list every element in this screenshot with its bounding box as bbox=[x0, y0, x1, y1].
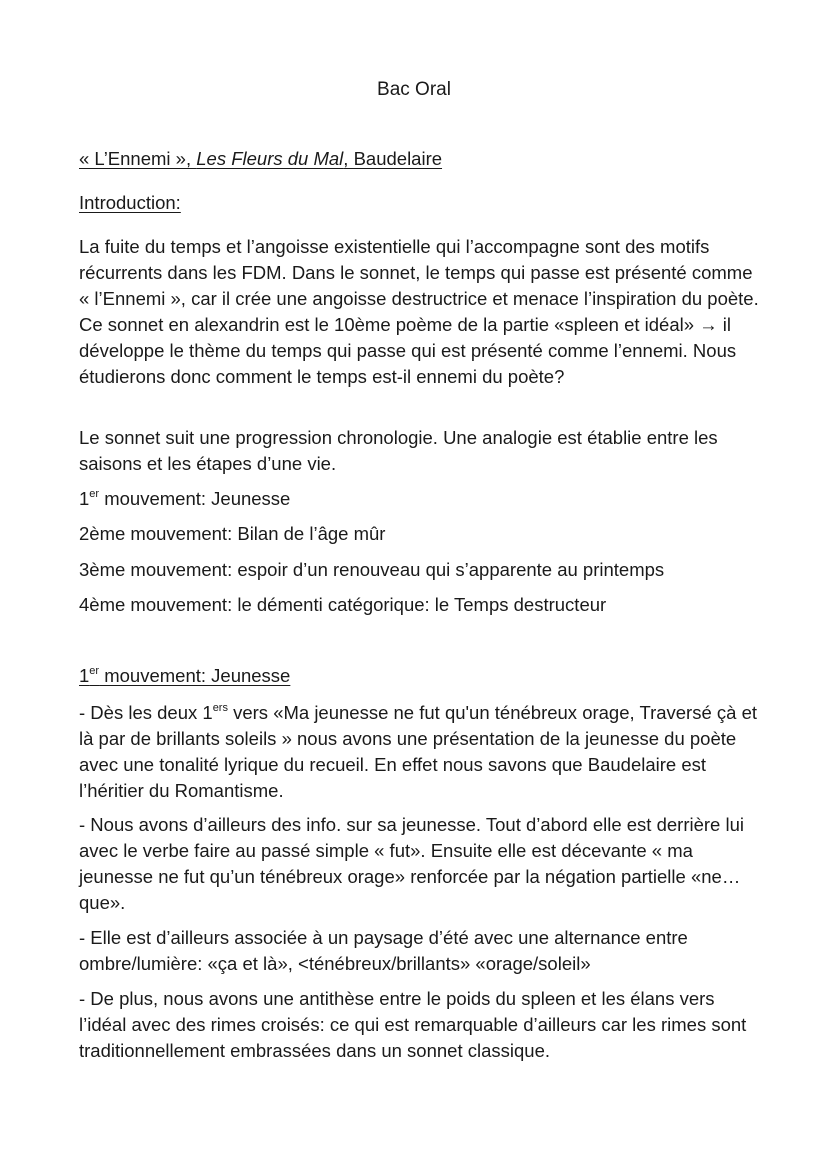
paragraph-1-start: - Dès les deux 1 bbox=[79, 702, 213, 723]
section-1-paragraph-2: - Nous avons d’ailleurs des info. sur sa jeunesse. Tout d’abord elle est derrière lui avec le verbe faire au passé simple « fut». Ensuite elle est décevante « ma jeunesse ne fut qu’un ténébreux orage» renforcée par la négation partielle «ne… que». bbox=[79, 814, 744, 913]
subject-poem: « L’Ennemi », bbox=[79, 148, 197, 169]
movement-1-superscript: er bbox=[89, 487, 100, 500]
introduction-heading: Introduction: bbox=[79, 192, 181, 213]
section-1-heading-text: mouvement: Jeunesse bbox=[99, 665, 291, 686]
movement-1-text: mouvement: Jeunesse bbox=[99, 488, 291, 509]
movement-3-line: 3ème mouvement: espoir d’un renouveau qui s’apparente au printemps bbox=[79, 559, 665, 580]
movement-1-number: 1 bbox=[79, 488, 90, 509]
movement-4-line: 4ème mouvement: le démenti catégorique: le Temps destructeur bbox=[79, 594, 607, 615]
section-1-paragraph-4: - De plus, nous avons une antithèse entre le poids du spleen et les élans vers l’idéal avec des rimes croisés: ce qui est remarquable d’ailleurs car les rimes sont traditionnellement embrassées dans un sonnet classique. bbox=[79, 988, 747, 1061]
section-1-paragraph-1 bbox=[79, 700, 759, 804]
section-1-heading-number: 1 bbox=[79, 665, 90, 686]
subject-heading bbox=[79, 147, 442, 171]
section-1-paragraph-3: - Elle est d’ailleurs associée à un paysage d’été avec une alternance entre ombre/lumière: «ça et là», <ténébreux/brillants» «orage/soleil» bbox=[79, 927, 688, 974]
subject-author: , Baudelaire bbox=[343, 148, 443, 169]
movement-2-line: 2ème mouvement: Bilan de l’âge mûr bbox=[79, 523, 386, 544]
paragraph-1-rest: vers «Ma jeunesse ne fut qu'un ténébreux orage, Traversé çà et là par de brillants soleils » nous avons une présentation de la jeunesse du poète avec une tonalité lyrique du recueil. En effet nous savons que Baudelaire est l’héritier du Romantisme. bbox=[79, 702, 758, 801]
progression-paragraph: Le sonnet suit une progression chronologie. Une analogie est établie entre les saisons et les étapes d’une vie. bbox=[79, 427, 718, 474]
introduction-paragraph: La fuite du temps et l’angoisse existentielle qui l’accompagne sont des motifs récurrents dans les FDM. Dans le sonnet, le temps qui passe est présenté comme « l’Ennemi », car il crée une angoisse destructrice et menace l’inspiration du poète. Ce sonnet en alexandrin est le 10ème poème de la partie «spleen et idéal» → il développe le thème du temps qui passe qui est présenté comme l’ennemi. Nous étudierons donc comment le temps est-il ennemi du poète? bbox=[79, 236, 759, 387]
subject-collection: Les Fleurs du Mal bbox=[196, 148, 344, 169]
paragraph-1-superscript: ers bbox=[212, 701, 228, 714]
section-1-heading bbox=[79, 664, 290, 688]
page-title: Bac Oral bbox=[377, 79, 451, 100]
movement-1-line bbox=[79, 487, 290, 511]
section-1-heading-superscript: er bbox=[89, 664, 100, 677]
